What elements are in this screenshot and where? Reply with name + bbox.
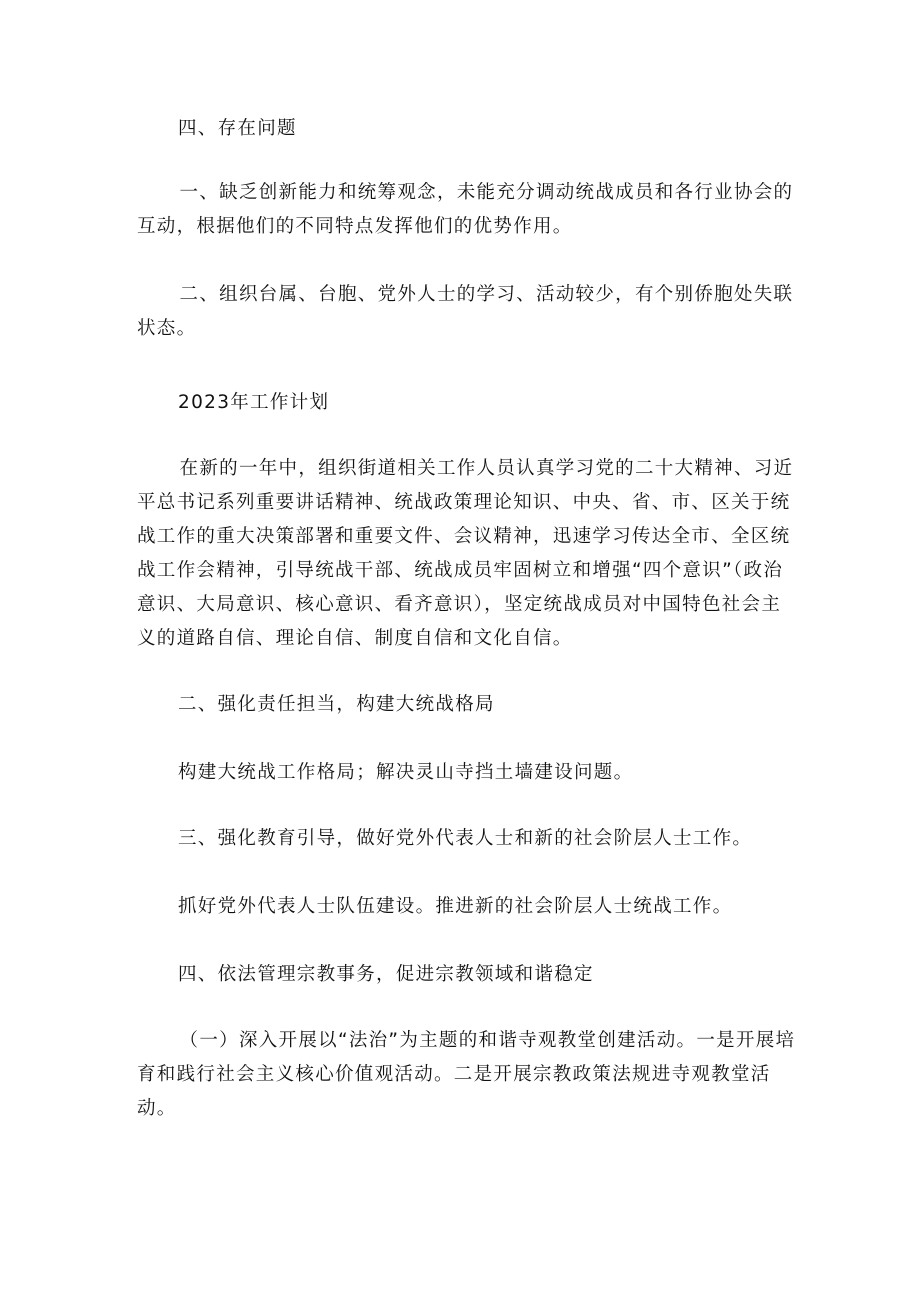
plan-4-title: 四、依法管理宗教事务，促进宗教领域和谐稳定	[178, 964, 594, 985]
plan-title: 2023年工作计划	[178, 392, 330, 413]
plan-3-title: 三、强化教育引导，做好党外代表人士和新的社会阶层人士工作。	[178, 828, 753, 849]
plan-3-body: 抓好党外代表人士队伍建设。推进新的社会阶层人士统战工作。	[178, 896, 733, 917]
problem-2-paragraph: 二、组织台属、台胞、党外人士的学习、活动较少，有个别侨胞处失联状态。	[137, 284, 794, 339]
plan-intro-paragraph: 在新的一年中，组织街道相关工作人员认真学习党的二十大精神、习近平总书记系列重要讲话精神、统战政策理论知识、中央、省、市、区关于统战工作的重大决策部署和重要文件、会议精神，迅速学习传达全市、全区统战工作会精神，引导统战干部、统战成员牢固树立和增强“四个意识”（政治意识、大局意识、核心意识、看齐意识），坚定统战成员对中国特色社会主义的道路自信、理论自信、制度自信和文化自信。	[137, 458, 794, 649]
plan-4-body: （一）深入开展以“法治”为主题的和谐寺观教堂创建活动。一是开展培育和践行社会主义核心价值观活动。二是开展宗教政策法规进寺观教堂活动。	[137, 1030, 796, 1119]
section-problems-title: 四、存在问题	[178, 118, 297, 139]
problem-1-paragraph: 一、缺乏创新能力和统筹观念，未能充分调动统战成员和各行业协会的互动，根据他们的不同特点发挥他们的优势作用。	[137, 182, 794, 237]
plan-2-title: 二、强化责任担当，构建大统战格局	[178, 694, 495, 715]
plan-2-body: 构建大统战工作格局；解决灵山寺挡土墙建设问题。	[178, 762, 634, 783]
